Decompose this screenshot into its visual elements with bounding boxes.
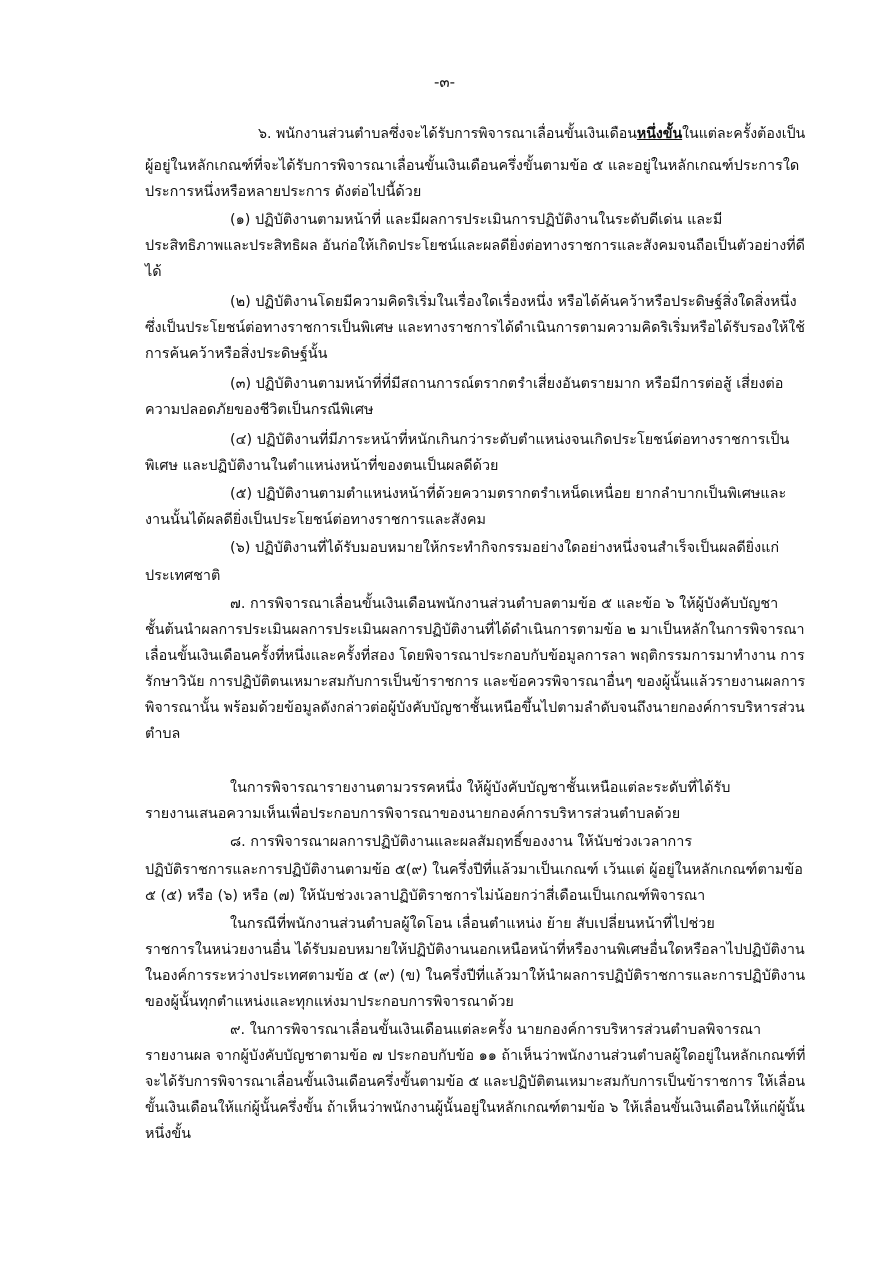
clause-6-line-1: ๖. พนักงานส่วนตำบลซึ่งจะได้รับการพิจารณาเลื่อนขั้นเงินเดือนหนึ่งขั้นในแต่ละครั้งต้องเป็น bbox=[258, 126, 806, 142]
text-line: (๑) ปฏิบัติงานตามหน้าที่ และมีผลการประเมินการปฏิบัติงานในระดับดีเด่น และมี bbox=[230, 212, 723, 228]
text-line: (๓) ปฏิบัติงานตามหน้าที่ที่มีสถานการณ์ตรากตรำเสี่ยงอันตรายมาก หรือมีการต่อสู้ เสี่ยงต่อ bbox=[230, 376, 784, 392]
text-line: ประเทศชาติ bbox=[145, 568, 221, 584]
text-line: ๗. การพิจารณาเลื่อนขั้นเงินเดือนพนักงานส่วนตำบลตามข้อ ๕ และข้อ ๖ ให้ผู้บังคับบัญชา bbox=[230, 596, 779, 612]
text-line: ชั้นต้นนำผลการประเมินผลการประเมินผลการปฏิบัติงานที่ได้ดำเนินการตามข้อ ๒ มาเป็นหลักในการพิจารณา bbox=[145, 622, 805, 638]
text-line: พิเศษ และปฏิบัติงานในตำแหน่งหน้าที่ของตนเป็นผลดีด้วย bbox=[145, 458, 499, 474]
text-line: หนึ่งขั้น bbox=[145, 1126, 192, 1142]
text-line: ในองค์การระหว่างประเทศตามข้อ ๕ (๙) (ข) ในครึ่งปีที่แล้วมาให้นำผลการปฏิบัติราชการและการปฏิบัติงาน bbox=[145, 968, 806, 984]
text-line: ปฏิบัติราชการและการปฏิบัติงานตามข้อ ๕(๙) ในครึ่งปีที่แล้วมาเป็นเกณฑ์ เว้นแต่ ผู้อยู่ในหลักเกณฑ์ตามข้อ bbox=[145, 862, 803, 878]
text-line: จะได้รับการพิจารณาเลื่อนขั้นเงินเดือนครึ่งขั้นตามข้อ ๕ และปฏิบัติตนเหมาะสมกับการเป็นข้าราชการ ให้เลื่อน bbox=[145, 1074, 806, 1090]
text-line: ขั้นเงินเดือนให้แก่ผู้นั้นครึ่งขั้น ถ้าเห็นว่าพนักงานผู้นั้นอยู่ในหลักเกณฑ์ตามข้อ ๖ ให้เลื่อนขั้นเงินเดือนให้แก่ผู้นั้น bbox=[145, 1100, 805, 1116]
text-line: ในกรณีที่พนักงานส่วนตำบลผู้ใดโอน เลื่อนตำแหน่ง ย้าย สับเปลี่ยนหน้าที่ไปช่วย bbox=[230, 916, 715, 932]
text-line: งานนั้นได้ผลดียิ่งเป็นประโยชน์ต่อทางราชการและสังคม bbox=[145, 512, 486, 528]
text-line: (๖) ปฏิบัติงานที่ได้รับมอบหมายให้กระทำกิจกรรมอย่างใดอย่างหนึ่งจนสำเร็จเป็นผลดียิ่งแก่ bbox=[230, 540, 780, 556]
text-line: รักษาวินัย การปฏิบัติตนเหมาะสมกับการเป็นข้าราชการ และข้อควรพิจารณาอื่นๆ ของผู้นั้นแล้วรายงานผลการ bbox=[145, 674, 806, 690]
underlined-emphasis: หนึ่งขั้น bbox=[636, 126, 683, 142]
text-line: ๙. ในการพิจารณาเลื่อนขั้นเงินเดือนแต่ละครั้ง นายกองค์การบริหารส่วนตำบลพิจารณา bbox=[230, 1022, 762, 1038]
page-number: -๓- bbox=[433, 73, 456, 91]
text-line: ของผู้นั้นทุกตำแหน่งและทุกแห่งมาประกอบการพิจารณาด้วย bbox=[145, 994, 514, 1010]
text-line: ๕ (๕) หรือ (๖) หรือ (๗) ให้นับช่วงเวลาปฏิบัติราชการไม่น้อยกว่าสี่เดือนเป็นเกณฑ์พิจารณา bbox=[145, 888, 706, 904]
text-line: ๘. การพิจารณาผลการปฏิบัติงานและผลสัมฤทธิ์ของงาน ให้นับช่วงเวลาการ bbox=[230, 834, 693, 850]
text-line: การค้นคว้าหรือสิ่งประดิษฐ์นั้น bbox=[145, 346, 328, 362]
text-line: (๒) ปฏิบัติงานโดยมีความคิดริเริ่มในเรื่องใดเรื่องหนึ่ง หรือได้ค้นคว้าหรือประดิษฐ์สิ่งใดสิ่งหนึ่ง bbox=[230, 294, 797, 310]
text-line: เลื่อนขั้นเงินเดือนครั้งที่หนึ่งและครั้งที่สอง โดยพิจารณาประกอบกับข้อมูลการลา พฤติกรรมการมาทำงาน การ bbox=[145, 648, 805, 664]
text-line: ความปลอดภัยของชีวิตเป็นกรณีพิเศษ bbox=[145, 402, 374, 418]
text-line: พิจารณานั้น พร้อมด้วยข้อมูลดังกล่าวต่อผู้บังคับบัญชาชั้นเหนือขึ้นไปตามลำดับจนถึงนายกองค์การบริหารส่วน bbox=[145, 700, 805, 716]
text-line: รายงานเสนอความเห็นเพื่อประกอบการพิจารณาของนายกองค์การบริหารส่วนตำบลด้วย bbox=[145, 806, 681, 822]
text-line: (๕) ปฏิบัติงานตามตำแหน่งหน้าที่ด้วยความตรากตรำเหน็ดเหนื่อย ยากลำบากเป็นพิเศษและ bbox=[230, 486, 787, 502]
text-line: ได้ bbox=[145, 264, 162, 280]
text-line: ตำบล bbox=[145, 726, 181, 742]
text-line: ประสิทธิภาพและประสิทธิผล อันก่อให้เกิดประโยชน์และผลดียิ่งต่อทางราชการและสังคมจนถือเป็นตัวอย่างที่ดี bbox=[145, 238, 805, 254]
text-line: รายงานผล จากผู้บังคับบัญชาตามข้อ ๗ ประกอบกับข้อ ๑๑ ถ้าเห็นว่าพนักงานส่วนตำบลผู้ใดอยู่ในหลักเกณฑ์ที่ bbox=[145, 1048, 806, 1064]
text-line: ซึ่งเป็นประโยชน์ต่อทางราชการเป็นพิเศษ และทางราชการได้ดำเนินการตามความคิดริเริ่มหรือได้รับรองให้ใช้ bbox=[145, 320, 805, 336]
text-line: ราชการในหน่วยงานอื่น ได้รับมอบหมายให้ปฏิบัติงานนอกเหนือหน้าที่หรืองานพิเศษอื่นใดหรือลาไปปฏิบัติงาน bbox=[145, 942, 805, 958]
text-line: ประการหนึ่งหรือหลายประการ ดังต่อไปนี้ด้วย bbox=[145, 184, 422, 200]
text-line: ในการพิจารณารายงานตามวรรคหนึ่ง ให้ผู้บังคับบัญชาชั้นเหนือแต่ละระดับที่ได้รับ bbox=[230, 780, 731, 796]
text-line: (๔) ปฏิบัติงานที่มีภาระหน้าที่หนักเกินกว่าระดับตำแหน่งจนเกิดประโยชน์ต่อทางราชการเป็น bbox=[230, 432, 790, 448]
text-line: ผู้อยู่ในหลักเกณฑ์ที่จะได้รับการพิจารณาเลื่อนขั้นเงินเดือนครึ่งขั้นตามข้อ ๕ และอยู่ในหลักเกณฑ์ประการใด bbox=[145, 158, 800, 174]
